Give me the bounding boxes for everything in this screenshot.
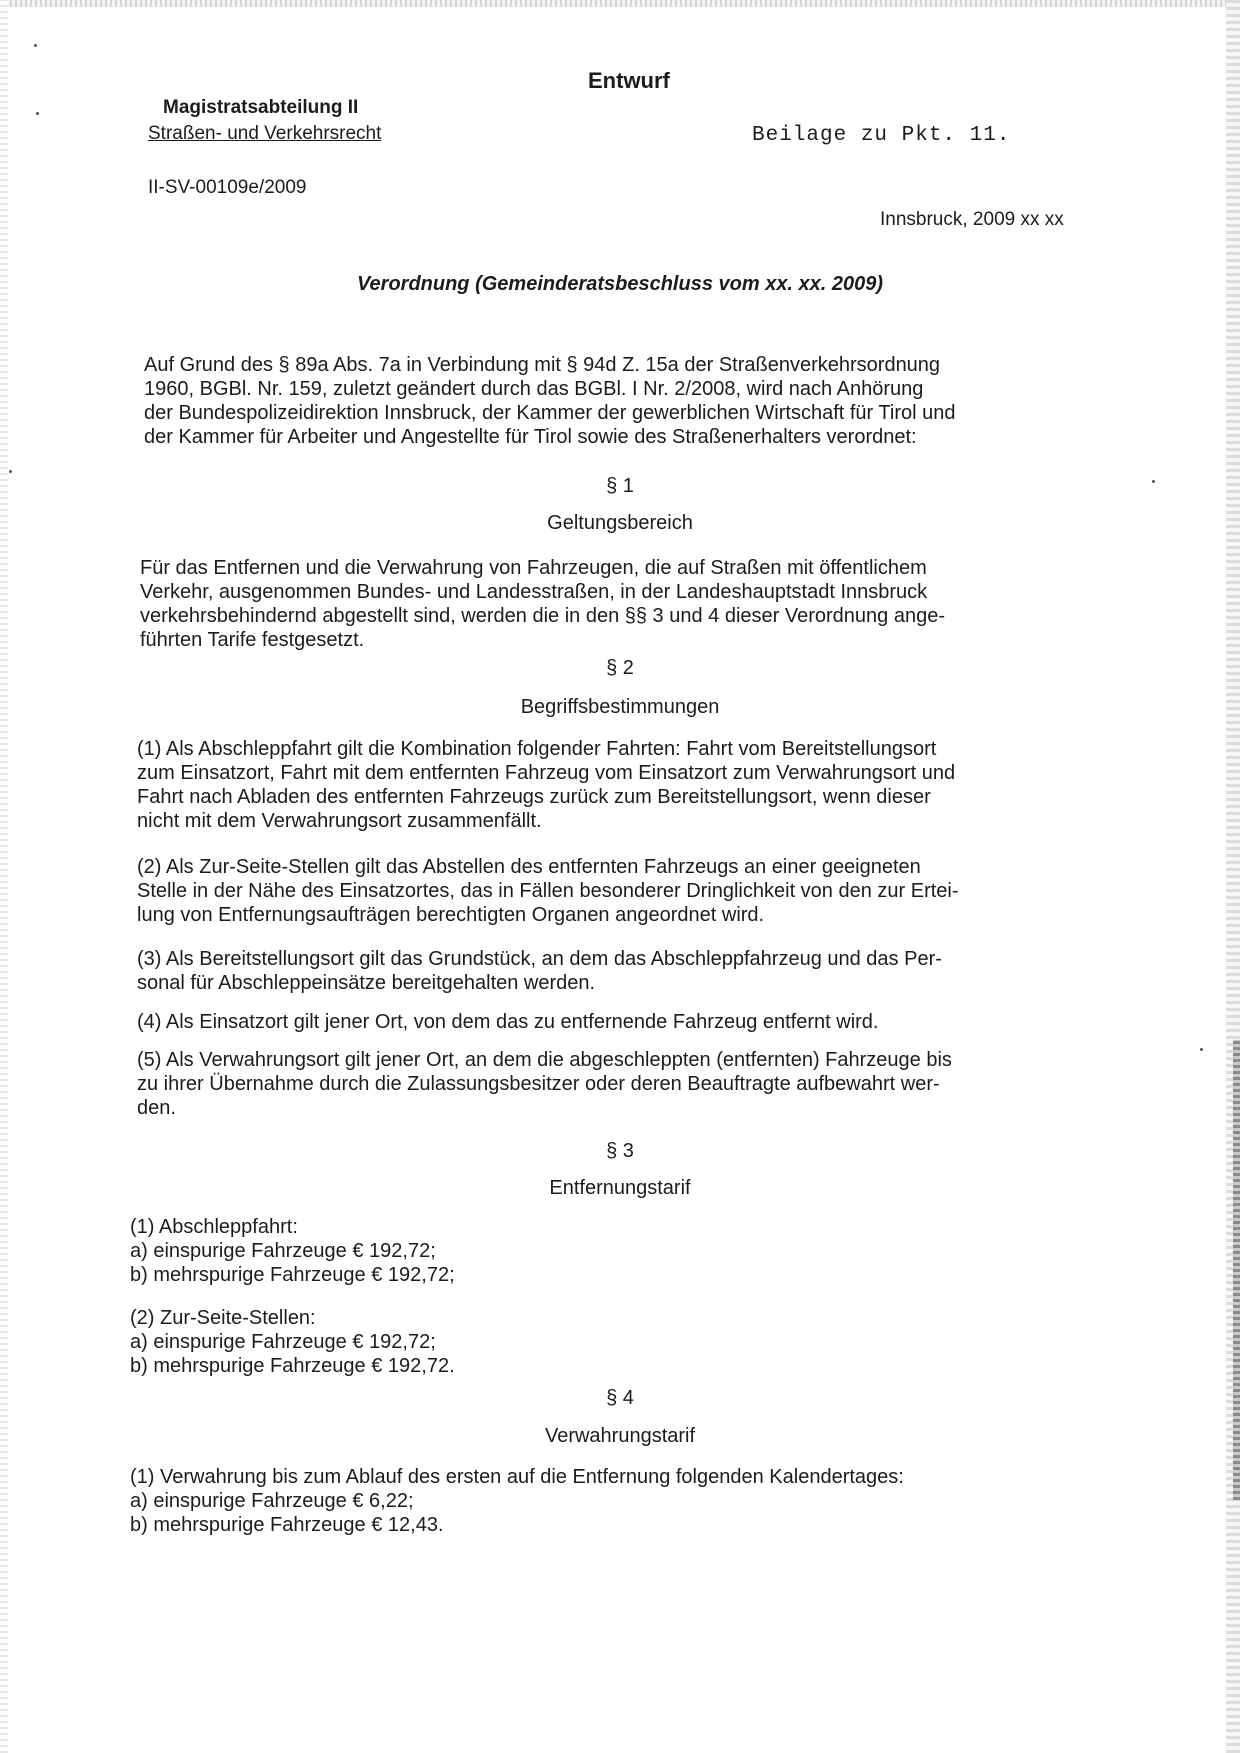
preamble — [144, 353, 955, 449]
preamble-line: der Bundespolizeidirektion Innsbruck, der Kammer der gewerblichen Wirtschaft für Tirol und — [144, 402, 956, 424]
text-line: lung von Entfernungsaufträgen berechtigten Organen angeordnet wird. — [137, 904, 765, 926]
section-2-para-1 — [137, 737, 955, 833]
text-line: Für das Entfernen und die Verwahrung von Fahrzeugen, die auf Straßen mit öffentlichem — [140, 557, 927, 579]
text-line: nicht mit dem Verwahrungsort zusammenfällt. — [137, 810, 542, 832]
section-2-para-5 — [137, 1048, 952, 1120]
text-line: zu ihrer Übernahme durch die Zulassungsbesitzer oder deren Beauftragte aufbewahrt wer- — [137, 1073, 940, 1095]
text-line: den. — [137, 1097, 176, 1119]
section-4-heading: Verwahrungstarif — [544, 1425, 696, 1447]
text-line: führten Tarife festgesetzt. — [140, 629, 365, 651]
section-3-heading: Entfernungstarif — [549, 1177, 691, 1199]
text-line: sonal für Abschleppeinsätze bereitgehalten werden. — [137, 972, 596, 994]
section-3-para-1 — [130, 1215, 455, 1287]
scan-speck — [36, 112, 39, 115]
text-line: (1) Als Abschleppfahrt gilt die Kombination folgender Fahrten: Fahrt vom Bereitstellungsort — [137, 738, 937, 760]
list-item: b) mehrspurige Fahrzeuge € 192,72. — [130, 1355, 455, 1377]
subdepartment-name: Straßen- und Verkehrsrecht — [148, 123, 382, 144]
list-item: (2) Zur-Seite-Stellen: — [130, 1307, 316, 1329]
department-name: Magistratsabteilung II — [163, 97, 359, 118]
preamble-line: 1960, BGBl. Nr. 159, zuletzt geändert durch das BGBl. I Nr. 2/2008, wird nach Anhörung — [144, 378, 924, 400]
scan-speck — [34, 44, 37, 47]
list-item: b) mehrspurige Fahrzeuge € 12,43. — [130, 1514, 444, 1536]
section-2-heading: Begriffsbestimmungen — [520, 696, 720, 718]
scan-edge-left — [0, 0, 8, 1753]
text-line: (2) Als Zur-Seite-Stellen gilt das Abstellen des entfernten Fahrzeugs an einer geeigneten — [137, 856, 921, 878]
text-line: (3) Als Bereitstellungsort gilt das Grundstück, an dem das Abschleppfahrzeug und das Per- — [137, 948, 942, 970]
document-title: Verordnung (Gemeinderatsbeschluss vom xx. xx. 2009) — [356, 273, 884, 295]
preamble-line: Auf Grund des § 89a Abs. 7a in Verbindung mit § 94d Z. 15a der Straßenverkehrsordnung — [144, 354, 941, 376]
list-item: (1) Verwahrung bis zum Ablauf des ersten auf die Entfernung folgenden Kalendertages: — [130, 1466, 904, 1488]
preamble-line: der Kammer für Arbeiter und Angestellte für Tirol sowie des Straßenerhalters verordnet: — [144, 426, 917, 448]
scan-speck — [9, 470, 12, 473]
section-4-number: § 4 — [606, 1387, 634, 1409]
list-item: a) einspurige Fahrzeuge € 6,22; — [130, 1490, 414, 1512]
list-item: (1) Abschleppfahrt: — [130, 1216, 298, 1238]
reference-number: II-SV-00109e/2009 — [148, 177, 307, 198]
text-line: (4) Als Einsatzort gilt jener Ort, von dem das zu entfernende Fahrzeug entfernt wird. — [137, 1011, 879, 1033]
section-1-number: § 1 — [606, 475, 634, 497]
text-line: zum Einsatzort, Fahrt mit dem entfernten Fahrzeug vom Einsatzort zum Verwahrungsort und — [137, 762, 956, 784]
section-2-para-4 — [137, 1010, 878, 1034]
section-3-para-2 — [130, 1306, 455, 1378]
place-date: Innsbruck, 2009 xx xx — [880, 209, 1064, 230]
scan-edge-top — [0, 0, 1240, 7]
section-3-number: § 3 — [606, 1140, 634, 1162]
text-line: Verkehr, ausgenommen Bundes- und Landesstraßen, in der Landeshauptstadt Innsbruck — [140, 581, 928, 603]
scan-speck — [1200, 1048, 1203, 1051]
section-2-number: § 2 — [606, 657, 634, 679]
text-line: Stelle in der Nähe des Einsatzortes, das in Fällen besonderer Dringlichkeit von den zur Ertei- — [137, 880, 959, 902]
text-line: Fahrt nach Abladen des entfernten Fahrzeugs zurück zum Bereitstellungsort, wenn dieser — [137, 786, 931, 808]
text-line: verkehrsbehindernd abgestellt sind, werden die in den §§ 3 und 4 dieser Verordnung ange- — [140, 605, 945, 627]
list-item: a) einspurige Fahrzeuge € 192,72; — [130, 1240, 436, 1262]
section-4-para-1 — [130, 1465, 904, 1537]
section-2-para-2 — [137, 855, 959, 927]
list-item: b) mehrspurige Fahrzeuge € 192,72; — [130, 1264, 455, 1286]
draft-label: Entwurf — [588, 68, 670, 93]
text-line: (5) Als Verwahrungsort gilt jener Ort, an dem die abgeschleppten (entfernten) Fahrzeuge bis — [137, 1049, 952, 1071]
attachment-stamp: Beilage zu Pkt. 11. — [752, 124, 1011, 147]
section-2-para-3 — [137, 947, 942, 995]
section-1-text — [140, 556, 945, 652]
list-item: a) einspurige Fahrzeuge € 192,72; — [130, 1331, 436, 1353]
section-1-heading: Geltungsbereich — [547, 512, 693, 534]
